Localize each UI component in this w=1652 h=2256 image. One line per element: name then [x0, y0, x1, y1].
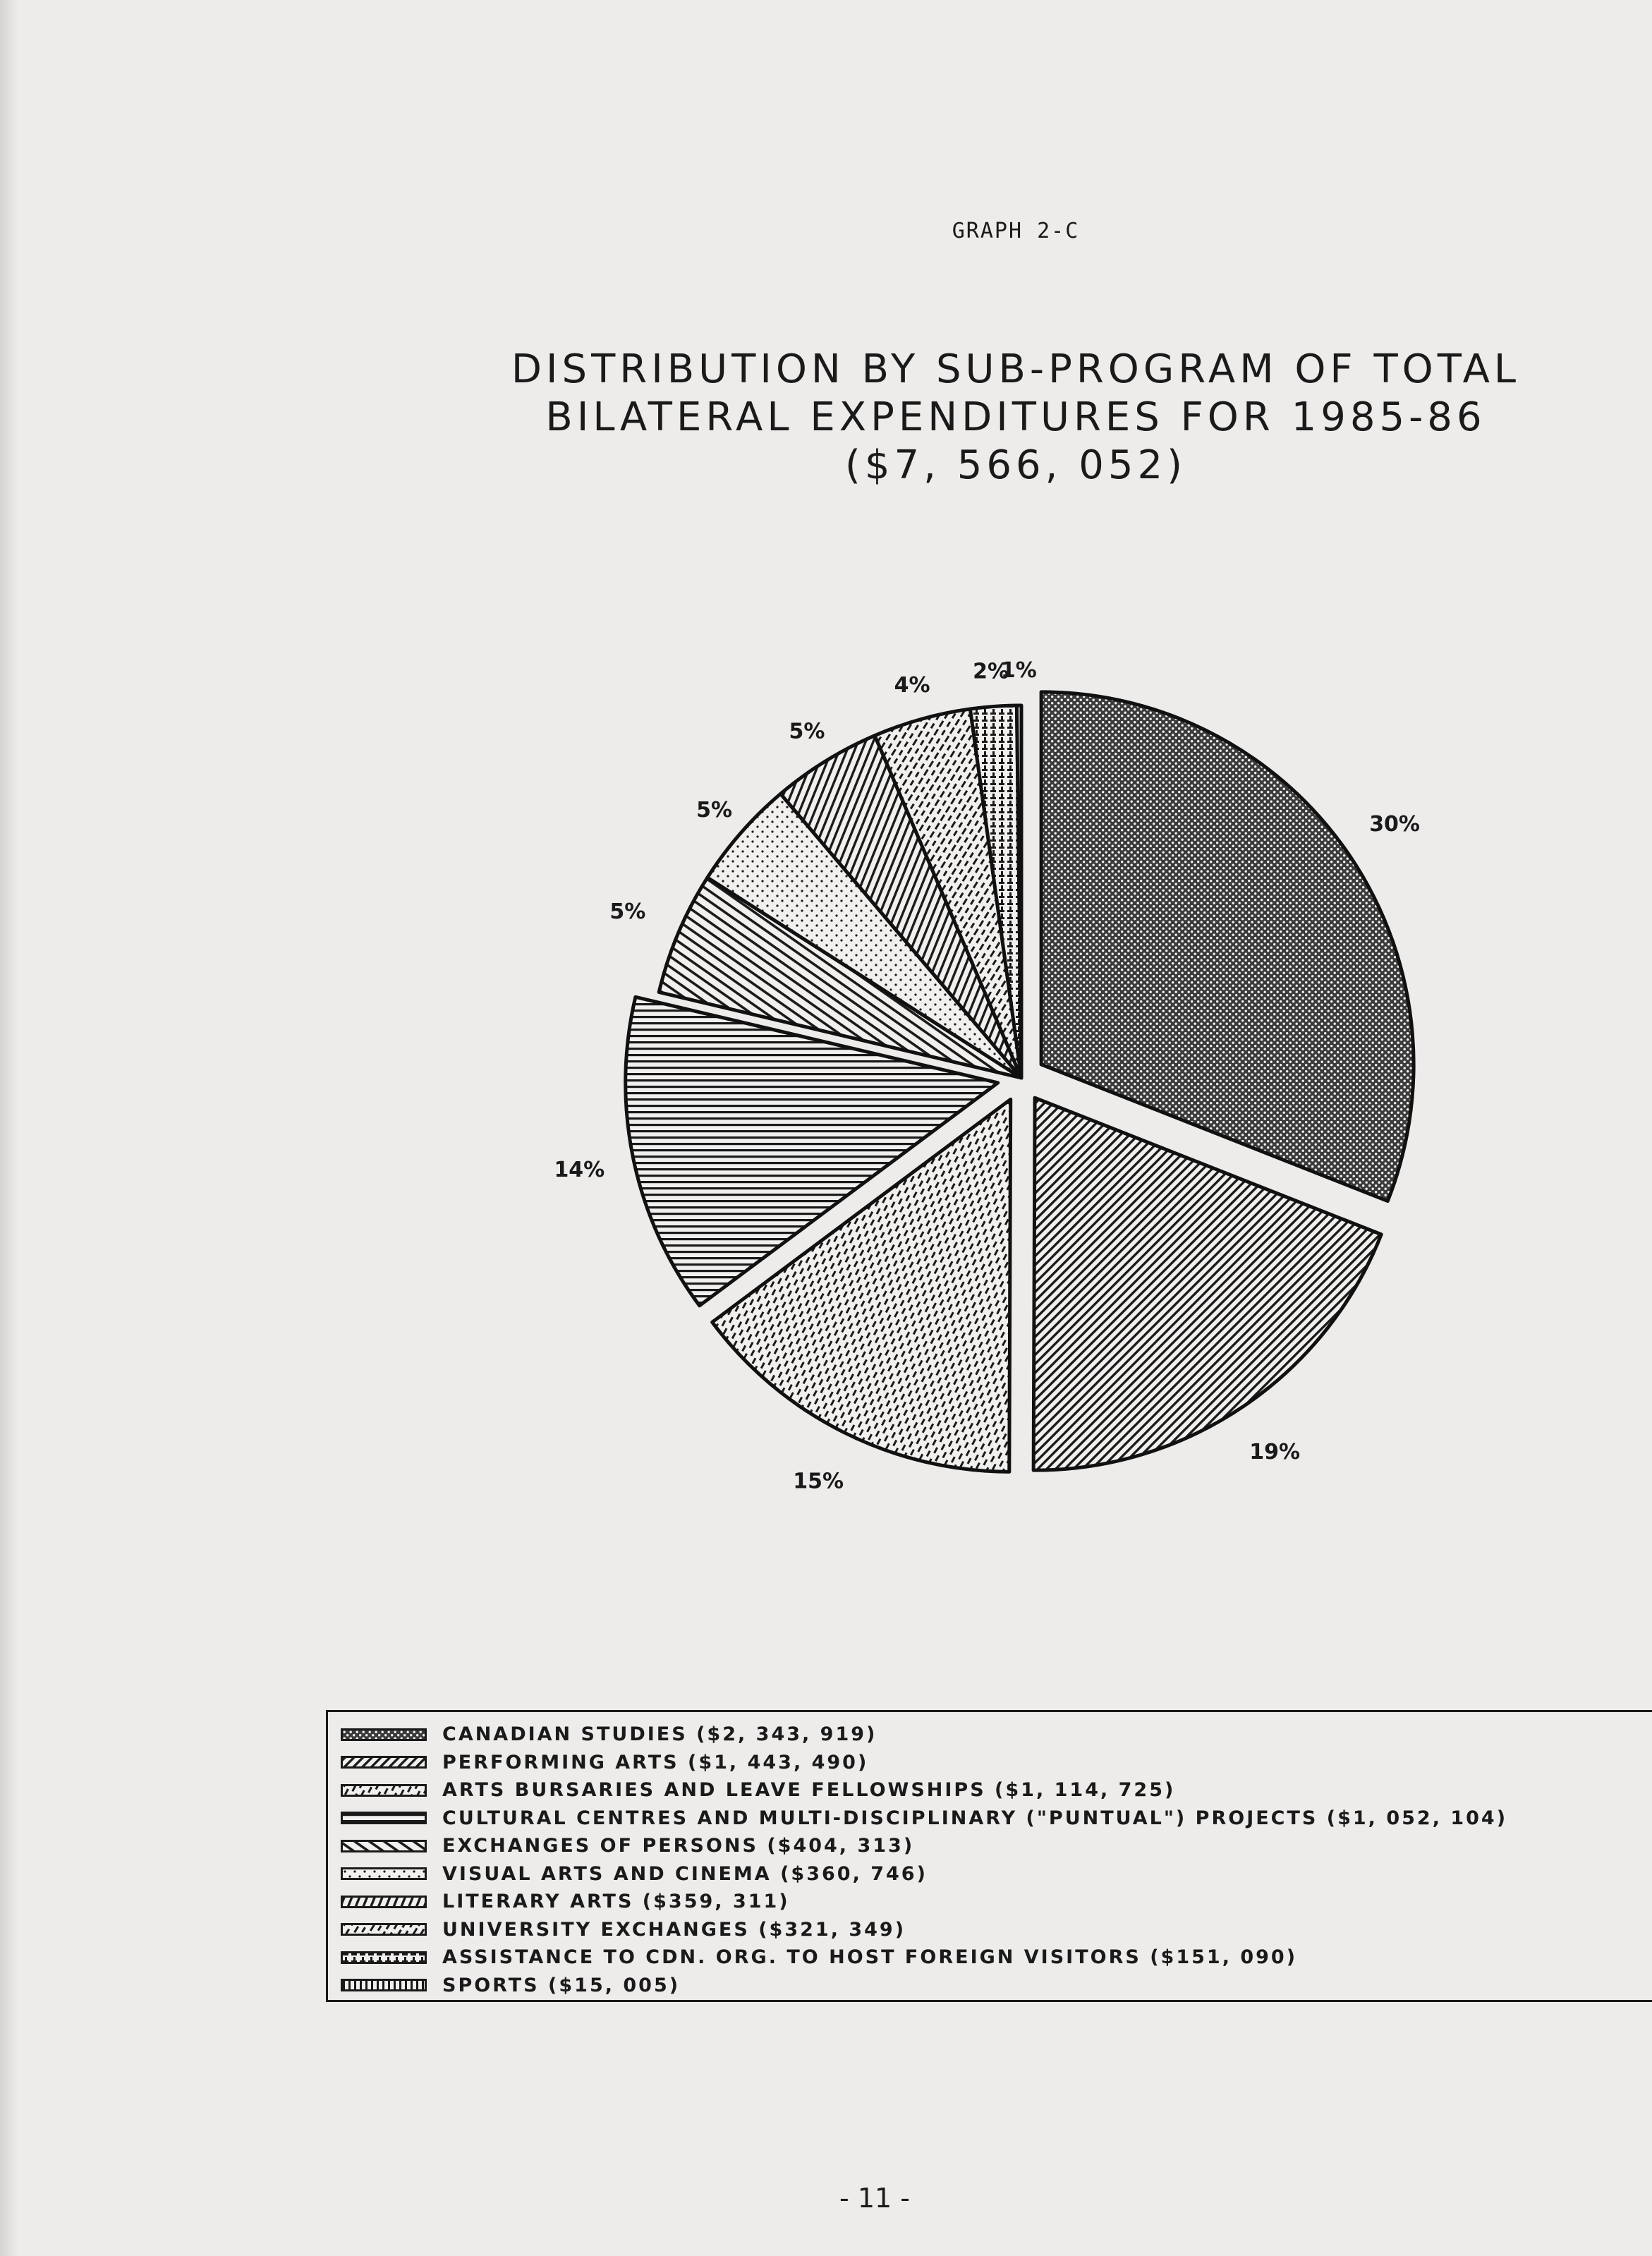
pie-slice-label: 15%: [793, 1469, 844, 1494]
legend-swatch: [341, 1840, 427, 1852]
chart-legend: [326, 1710, 1652, 2002]
pie-slice-label: 4%: [894, 673, 930, 698]
legend-swatch: [341, 1979, 427, 1991]
legend-item: [341, 1776, 1652, 1805]
legend-item: [341, 1721, 1652, 1749]
chart-title-line-2: BILATERAL EXPENDITURES FOR 1985-86: [545, 394, 1486, 440]
graph-label: GRAPH 2-C: [952, 219, 1080, 243]
legend-swatch: [341, 1896, 427, 1908]
pie-slice-label: 5%: [609, 899, 646, 924]
legend-label: ARTS BURSARIES AND LEAVE FELLOWSHIPS ($1, 114, 725): [442, 1779, 1176, 1802]
legend-swatch: [341, 1756, 427, 1769]
chart-title-line-3: ($7, 566, 052): [845, 442, 1186, 488]
legend-swatch: [341, 1784, 427, 1797]
legend-item: [341, 1832, 1652, 1860]
legend-item: [341, 1972, 1652, 2000]
legend-swatch: [341, 1951, 427, 1964]
legend-label: CULTURAL CENTRES AND MULTI-DISCIPLINARY ("PUNTUAL") PROJECTS ($1, 052, 104): [442, 1807, 1508, 1829]
pie-slice-label: 14%: [554, 1158, 605, 1183]
legend-swatch: [341, 1812, 427, 1824]
page-number: - 11 -: [839, 2183, 910, 2214]
legend-item: [341, 1888, 1652, 1916]
legend-label: SPORTS ($15, 005): [442, 1974, 681, 1996]
legend-swatch: [341, 1923, 427, 1936]
pie-slice-label: 19%: [1249, 1439, 1301, 1464]
legend-swatch: [341, 1867, 427, 1880]
pie-slice-label: 1%: [1000, 658, 1037, 684]
legend-item: [341, 1860, 1652, 1888]
pie-slice-label: 5%: [789, 719, 825, 744]
legend-item: [341, 1749, 1652, 1777]
pie-slice-label: 5%: [696, 797, 733, 823]
legend-label: LITERARY ARTS ($359, 311): [442, 1891, 790, 1913]
legend-swatch: [341, 1728, 427, 1741]
legend-item: [341, 1943, 1652, 1972]
legend-item: [341, 1916, 1652, 1944]
legend-label: CANADIAN STUDIES ($2, 343, 919): [442, 1723, 877, 1746]
legend-label: UNIVERSITY EXCHANGES ($321, 349): [442, 1918, 906, 1941]
legend-label: ASSISTANCE TO CDN. ORG. TO HOST FOREIGN VISITORS ($151, 090): [442, 1946, 1298, 1969]
pie-slice-label: 2%: [973, 659, 1009, 684]
legend-label: VISUAL ARTS AND CINEMA ($360, 746): [442, 1862, 928, 1885]
legend-label: PERFORMING ARTS ($1, 443, 490): [442, 1751, 869, 1773]
legend-item: [341, 1805, 1652, 1833]
chart-title-line-1: DISTRIBUTION BY SUB-PROGRAM OF TOTAL: [511, 346, 1521, 392]
pie-slice-label: 30%: [1369, 811, 1421, 837]
legend-label: EXCHANGES OF PERSONS ($404, 313): [442, 1835, 915, 1857]
